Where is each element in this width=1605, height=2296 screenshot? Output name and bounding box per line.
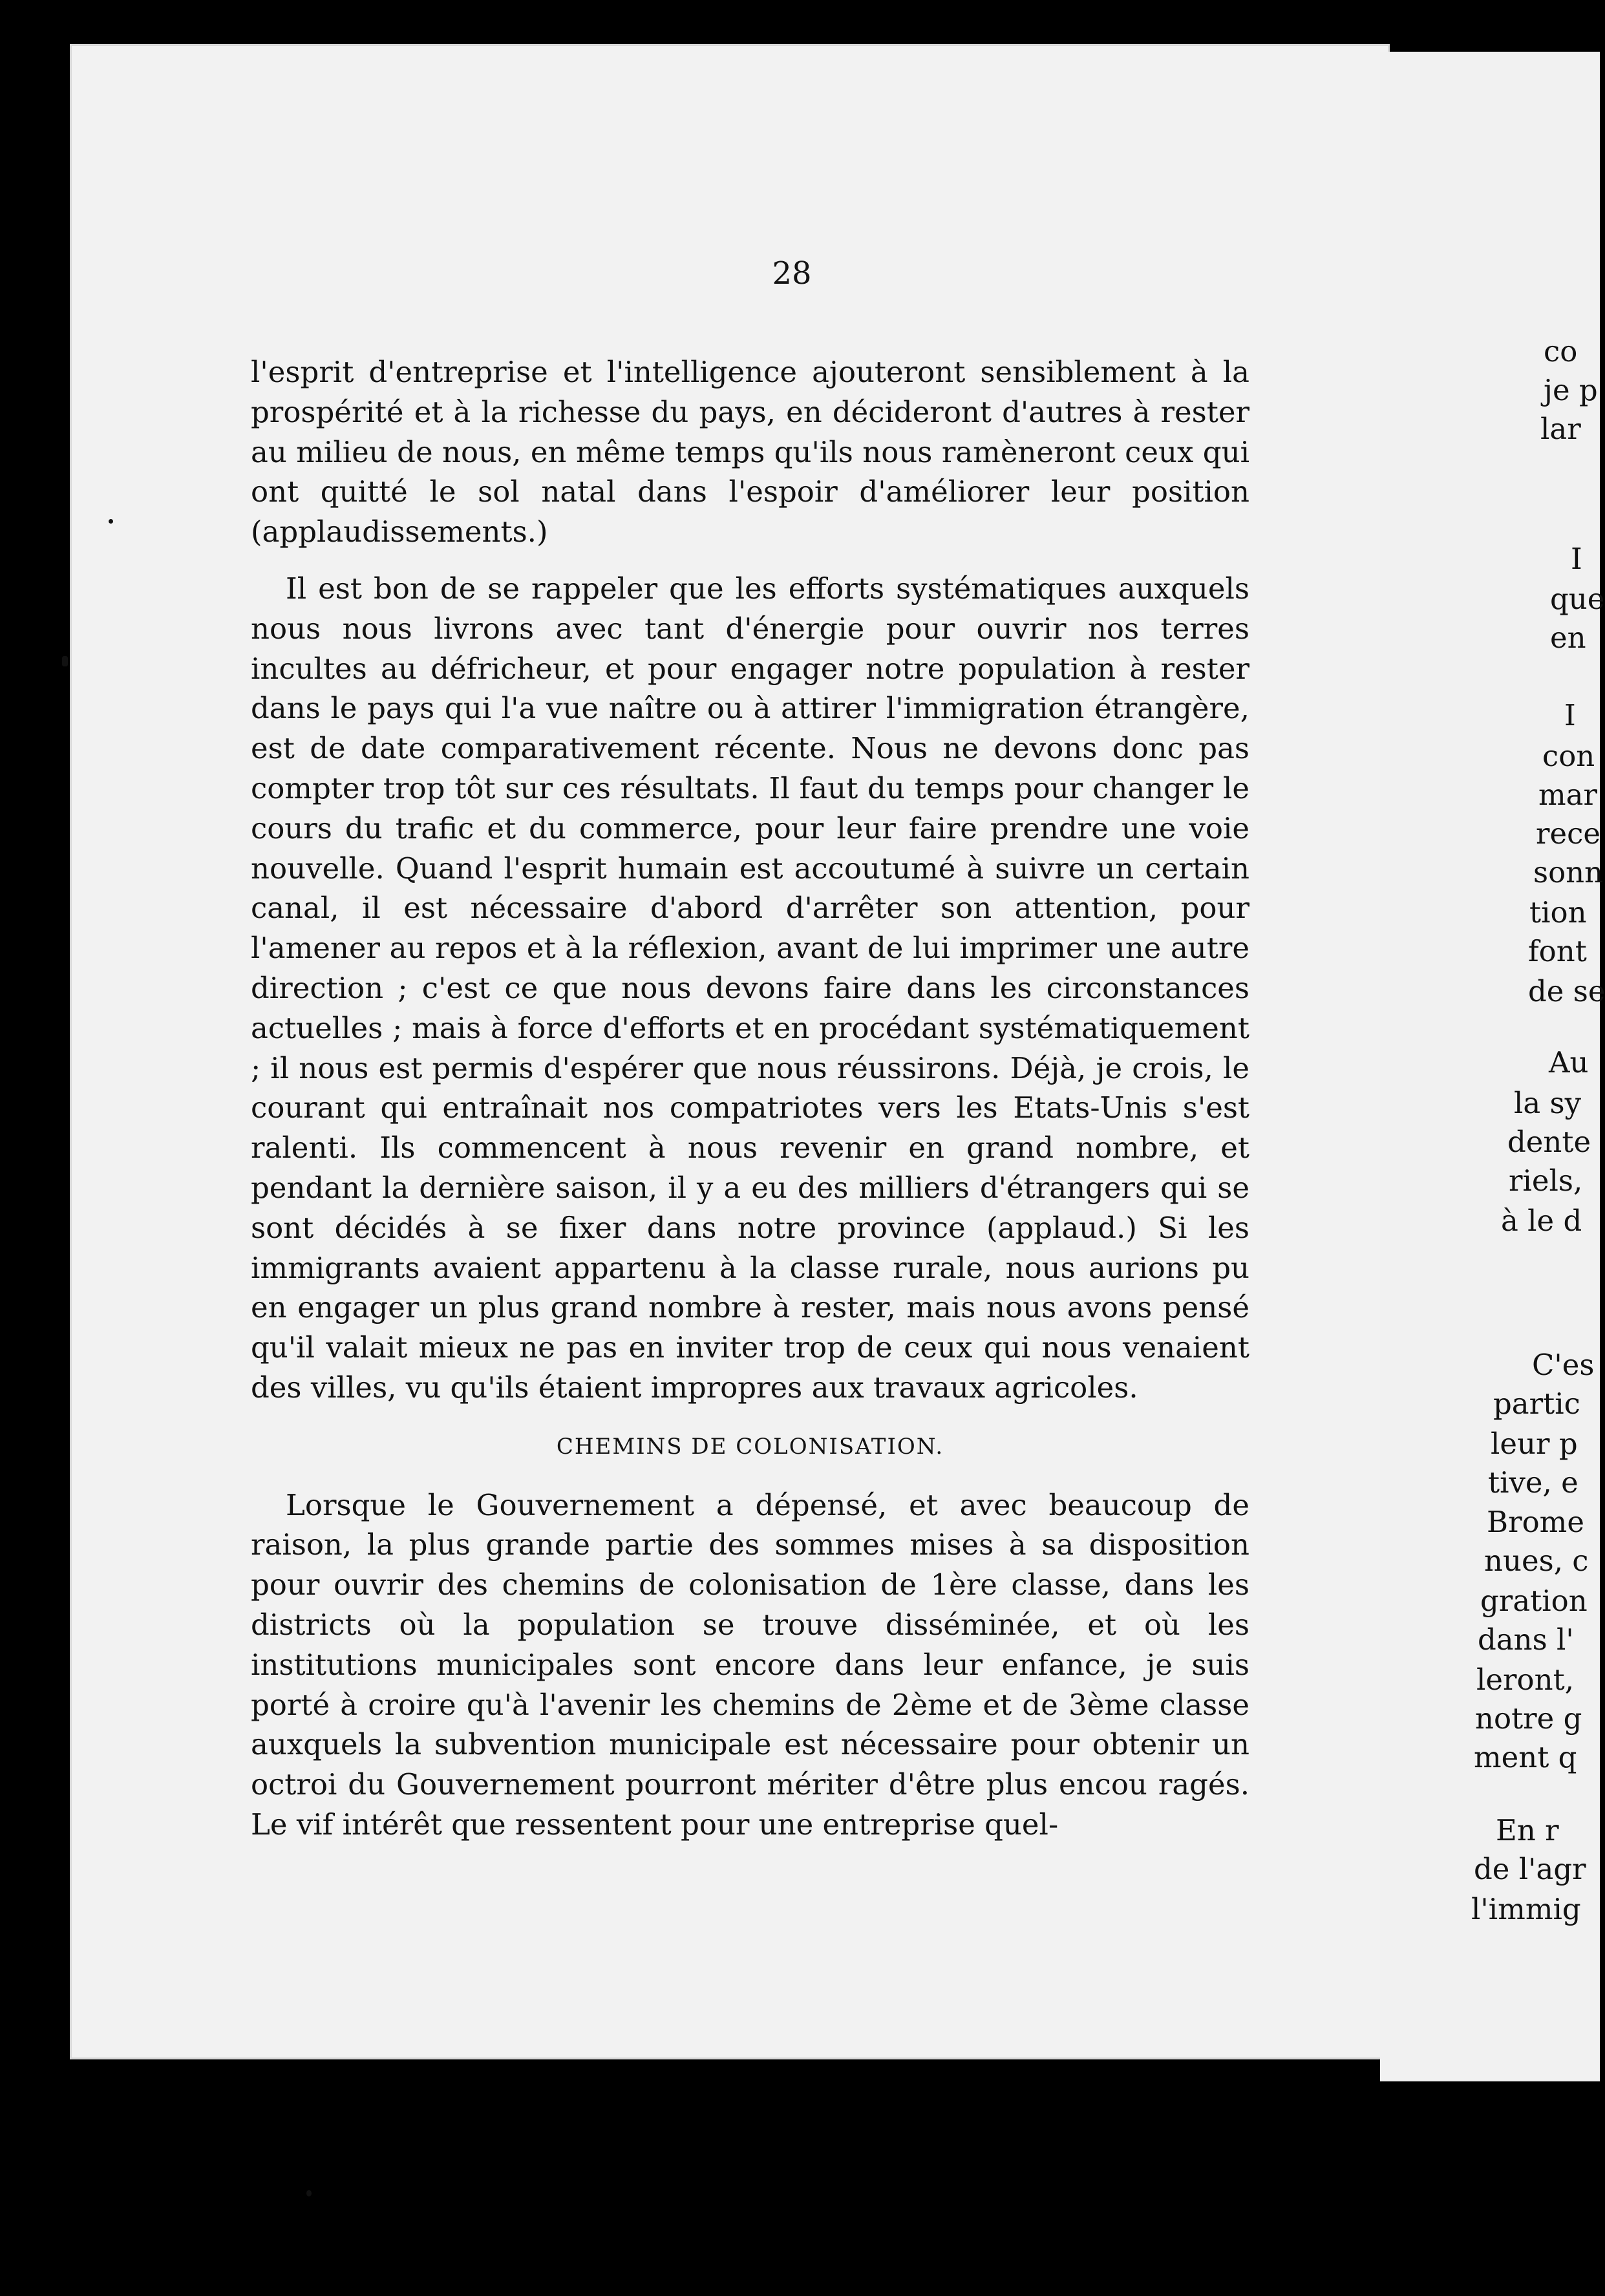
right-page-fragment: partic <box>1493 1387 1580 1421</box>
right-page-fragment: ment q <box>1474 1740 1577 1774</box>
right-page-fragment: sonn <box>1533 855 1604 889</box>
right-page-fragment: en <box>1550 621 1586 655</box>
right-page-fragment: leur p <box>1491 1427 1578 1461</box>
right-page-fragment: la sy <box>1514 1086 1582 1120</box>
right-page-fragment: gration <box>1480 1584 1588 1618</box>
body-text <box>251 352 1249 1845</box>
right-page-fragment: je p <box>1544 373 1598 407</box>
right-page-fragment: à le d <box>1501 1204 1582 1238</box>
right-page-fragment: tive, e <box>1488 1465 1578 1500</box>
right-page-fragment: que <box>1550 582 1605 616</box>
right-page-fragment: de se <box>1528 974 1605 1008</box>
right-page-fragment: rece <box>1536 816 1600 851</box>
right-page-fragment: C'es <box>1532 1348 1595 1382</box>
right-page-fragment: I <box>1571 542 1582 576</box>
right-page-fragment: font <box>1528 934 1587 968</box>
paragraph-2: Il est bon de se rappeler que les efforts systématiques auxquels nous nous livrons avec tant d'énergie pour ouvrir nos terres incultes au défricheur, et pour engager notre population à rester dans le pays qui l'a vue naître ou à attirer l'immigration étrangère, est de date comparativement récente. Nous ne devons donc pas compter trop tôt sur ces résultats. Il faut du temps pour changer le cours du trafic et du commerce, pour leur faire prendre une voie nouvelle. Quand l'esprit humain est accoutumé à suivre un certain canal, il est nécessaire d'abord d'arrêter son attention, pour l'amener au repos et à la réflexion, avant de lui imprimer une autre direction ; c'est ce que nous devons faire dans les circonstances actuelles ; mais à force d'efforts et en procédant systématiquement ; il nous est permis d'espérer que nous réussirons. Déjà, je crois, le courant qui entraînait nos compatriotes vers les Etats-Unis s'est ralenti. Ils commencent à nous revenir en grand nombre, et pendant la dernière saison, il y a eu des milliers d'étrangers qui se sont décidés à se fixer dans notre province (applaud.) Si les immigrants avaient appartenu à la classe rurale, nous aurions pu en engager un plus grand nombre à rester, mais nous avons pensé qu'il valait mieux ne pas en inviter trop de ceux qui nous venaient des villes, vu qu'ils étaient impropres aux travaux agricoles. <box>251 571 1249 1405</box>
right-page-fragment: dente <box>1507 1125 1591 1159</box>
scan-speck <box>62 656 68 666</box>
right-page-fragment: riels, <box>1509 1164 1583 1198</box>
right-page-fragment: l'immig <box>1471 1892 1581 1926</box>
right-page-fragment: notre g <box>1475 1701 1582 1736</box>
right-page-fragment: leront, <box>1476 1663 1574 1697</box>
right-page-fragment: con <box>1542 739 1595 773</box>
scan-speck <box>306 2190 312 2196</box>
paragraph-1: l'esprit d'entreprise et l'intelligence ajouteront sensiblement à la prospérité et à la richesse du pays, en décideront d'autres à rester au milieu de nous, en même temps qu'ils nous ramèneront ceux qui ont quitté le sol natal dans l'espoir d'améliorer leur position (applaudissements.) <box>251 355 1249 549</box>
right-page-fragment: tion <box>1529 895 1587 930</box>
scan-speck <box>109 519 113 524</box>
section-heading: CHEMINS DE COLONISATION. <box>556 1433 944 1460</box>
page-number: 28 <box>772 255 812 292</box>
right-page-fragment: I <box>1564 698 1576 732</box>
paragraph-3: Lorsque le Gouvernement a dépensé, et avec beaucoup de raison, la plus grande partie des sommes mises à sa disposition pour ouvrir des chemins de colonisation de 1ère classe, dans les districts où la population se trouve disséminée, et où les institutions municipales sont encore dans leur enfance, je suis porté à croire qu'à l'avenir les chemins de 2ème et de 3ème classe auxquels la subvention municipale est nécessaire pour obtenir un octroi du Gouvernement pourront mériter d'être plus encou ragés. Le vif intérêt que ressentent pour une entreprise quel- <box>251 1487 1249 1842</box>
right-page-fragment: Au <box>1549 1045 1589 1079</box>
right-page-fragment: En r <box>1496 1813 1559 1847</box>
right-page-fragment: mar <box>1538 778 1598 812</box>
right-page-fragment: lar <box>1540 412 1581 446</box>
right-page-fragment: dans l' <box>1478 1622 1574 1657</box>
right-page-fragment: nues, c <box>1484 1544 1589 1578</box>
right-page-fragment: de l'agr <box>1474 1852 1586 1886</box>
right-page-fragment: Brome <box>1487 1505 1584 1539</box>
right-page-fragment: co <box>1544 334 1578 368</box>
